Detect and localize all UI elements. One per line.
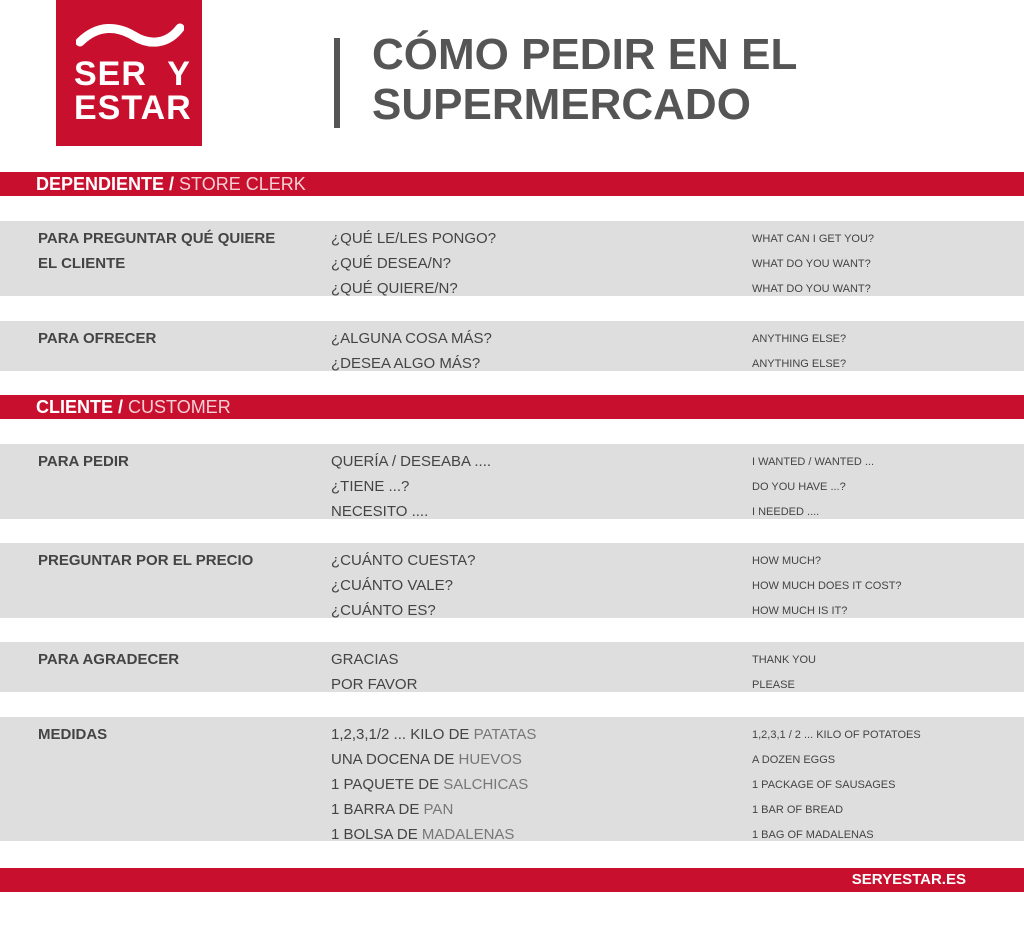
english-phrase: 1 BAR OF BREAD: [752, 804, 844, 816]
logo: [56, 0, 202, 146]
footer-site: SERYESTAR.ES: [851, 871, 966, 888]
spanish-phrases: [331, 722, 731, 847]
section-header: [0, 395, 1024, 419]
spanish-phrases: [331, 449, 731, 524]
english-translations: [752, 647, 1022, 697]
spanish-phrase: [331, 449, 731, 474]
phrase-text: ¿CUÁNTO CUESTA?: [331, 552, 476, 569]
english-phrase: ANYTHING ELSE?: [752, 333, 847, 345]
group-label: PREGUNTAR POR EL PRECIO: [38, 552, 254, 569]
phrase-text: POR FAVOR: [331, 676, 418, 693]
english-translations: [752, 548, 1022, 623]
spanish-phrase: [331, 598, 731, 623]
section-title: [36, 172, 306, 196]
spanish-phrases: [331, 326, 731, 376]
spanish-phrase: [331, 822, 731, 847]
english-phrase: I NEEDED ....: [752, 506, 820, 518]
spanish-phrase: [331, 797, 731, 822]
group-label: PARA PEDIR: [38, 453, 129, 470]
spanish-phrase: [331, 351, 731, 376]
english-phrase: WHAT CAN I GET YOU?: [752, 233, 875, 245]
phrase-text: ¿CUÁNTO VALE?: [331, 577, 453, 594]
phrase-text: ¿QUÉ LE/LES PONGO?: [331, 230, 497, 247]
section-title-es: CLIENTE /: [36, 397, 124, 417]
phrase-text: 1 PAQUETE DE: [331, 776, 440, 793]
spanish-phrase: [331, 226, 731, 251]
spanish-phrase: [331, 326, 731, 351]
english-translations: [752, 722, 1022, 847]
phrase-text: 1,2,3,1/2 ... KILO DE: [331, 726, 470, 743]
english-phrase: 1,2,3,1 / 2 ... KILO OF POTATOES: [752, 729, 921, 741]
phrase-item: PATATAS: [469, 726, 537, 743]
spanish-phrases: [331, 226, 731, 301]
phrase-group: [0, 543, 1024, 618]
phrase-item: PAN: [419, 801, 454, 818]
group-label: MEDIDAS: [38, 726, 108, 743]
phrase-text: GRACIAS: [331, 651, 399, 668]
section-title-es: DEPENDIENTE /: [36, 174, 175, 194]
phrase-text: UNA DOCENA DE: [331, 751, 455, 768]
phrase-item: SALCHICAS: [439, 776, 529, 793]
footer-band: [0, 868, 1024, 892]
tilde-icon: [76, 22, 184, 50]
spanish-phrase: [331, 474, 731, 499]
spanish-phrases: [331, 647, 731, 697]
section-title: [36, 395, 231, 419]
section-title-en: STORE CLERK: [174, 174, 306, 194]
group-label: PARA PREGUNTAR QUÉ QUIERE EL CLIENTE: [38, 230, 276, 272]
english-phrase: HOW MUCH?: [752, 555, 822, 567]
spanish-phrase: [331, 647, 731, 672]
phrase-text: ¿QUÉ DESEA/N?: [331, 255, 452, 272]
english-phrase: DO YOU HAVE ...?: [752, 481, 846, 493]
english-translations: [752, 226, 1022, 301]
english-translations: [752, 449, 1022, 524]
phrase-group: [0, 642, 1024, 692]
spanish-phrase: [331, 747, 731, 772]
phrase-text: ¿DESEA ALGO MÁS?: [331, 355, 481, 372]
phrase-group: [0, 321, 1024, 371]
phrase-text: NECESITO ....: [331, 503, 429, 520]
english-phrase: A DOZEN EGGS: [752, 754, 836, 766]
spanish-phrase: [331, 276, 731, 301]
page-title: CÓMO PEDIR EN EL SUPERMERCADO: [372, 30, 797, 129]
english-phrase: WHAT DO YOU WANT?: [752, 283, 871, 295]
spanish-phrase: [331, 499, 731, 524]
phrase-group: [0, 717, 1024, 841]
logo-line-2: ESTAR: [74, 89, 192, 127]
section-title-en: CUSTOMER: [123, 397, 231, 417]
english-phrase: HOW MUCH IS IT?: [752, 605, 848, 617]
group-label: PARA OFRECER: [38, 330, 157, 347]
phrase-text: ¿ALGUNA COSA MÁS?: [331, 330, 492, 347]
section-header: [0, 172, 1024, 196]
group-label: PARA AGRADECER: [38, 651, 180, 668]
english-phrase: PLEASE: [752, 679, 795, 691]
spanish-phrase: [331, 251, 731, 276]
title-divider: [334, 38, 340, 128]
english-phrase: 1 PACKAGE OF SAUSAGES: [752, 779, 896, 791]
logo-line-1: SER Y: [74, 55, 191, 93]
spanish-phrase: [331, 672, 731, 697]
phrase-text: 1 BOLSA DE: [331, 826, 418, 843]
spanish-phrase: [331, 772, 731, 797]
english-phrase: I WANTED / WANTED ...: [752, 456, 875, 468]
phrase-text: ¿QUÉ QUIERE/N?: [331, 280, 458, 297]
spanish-phrase: [331, 722, 731, 747]
phrase-group: [0, 221, 1024, 296]
english-translations: [752, 326, 1022, 376]
english-phrase: HOW MUCH DOES IT COST?: [752, 580, 902, 592]
phrase-item: HUEVOS: [454, 751, 522, 768]
phrase-item: MADALENAS: [417, 826, 515, 843]
phrase-group: [0, 444, 1024, 519]
english-phrase: WHAT DO YOU WANT?: [752, 258, 871, 270]
english-phrase: ANYTHING ELSE?: [752, 358, 847, 370]
phrase-text: ¿CUÁNTO ES?: [331, 602, 436, 619]
spanish-phrase: [331, 573, 731, 598]
phrase-text: ¿TIENE ...?: [331, 478, 410, 495]
english-phrase: 1 BAG OF MADALENAS: [752, 829, 874, 841]
phrase-text: 1 BARRA DE: [331, 801, 420, 818]
phrase-text: QUERÍA / DESEABA ....: [331, 453, 492, 470]
spanish-phrase: [331, 548, 731, 573]
english-phrase: THANK YOU: [752, 654, 816, 666]
spanish-phrases: [331, 548, 731, 623]
